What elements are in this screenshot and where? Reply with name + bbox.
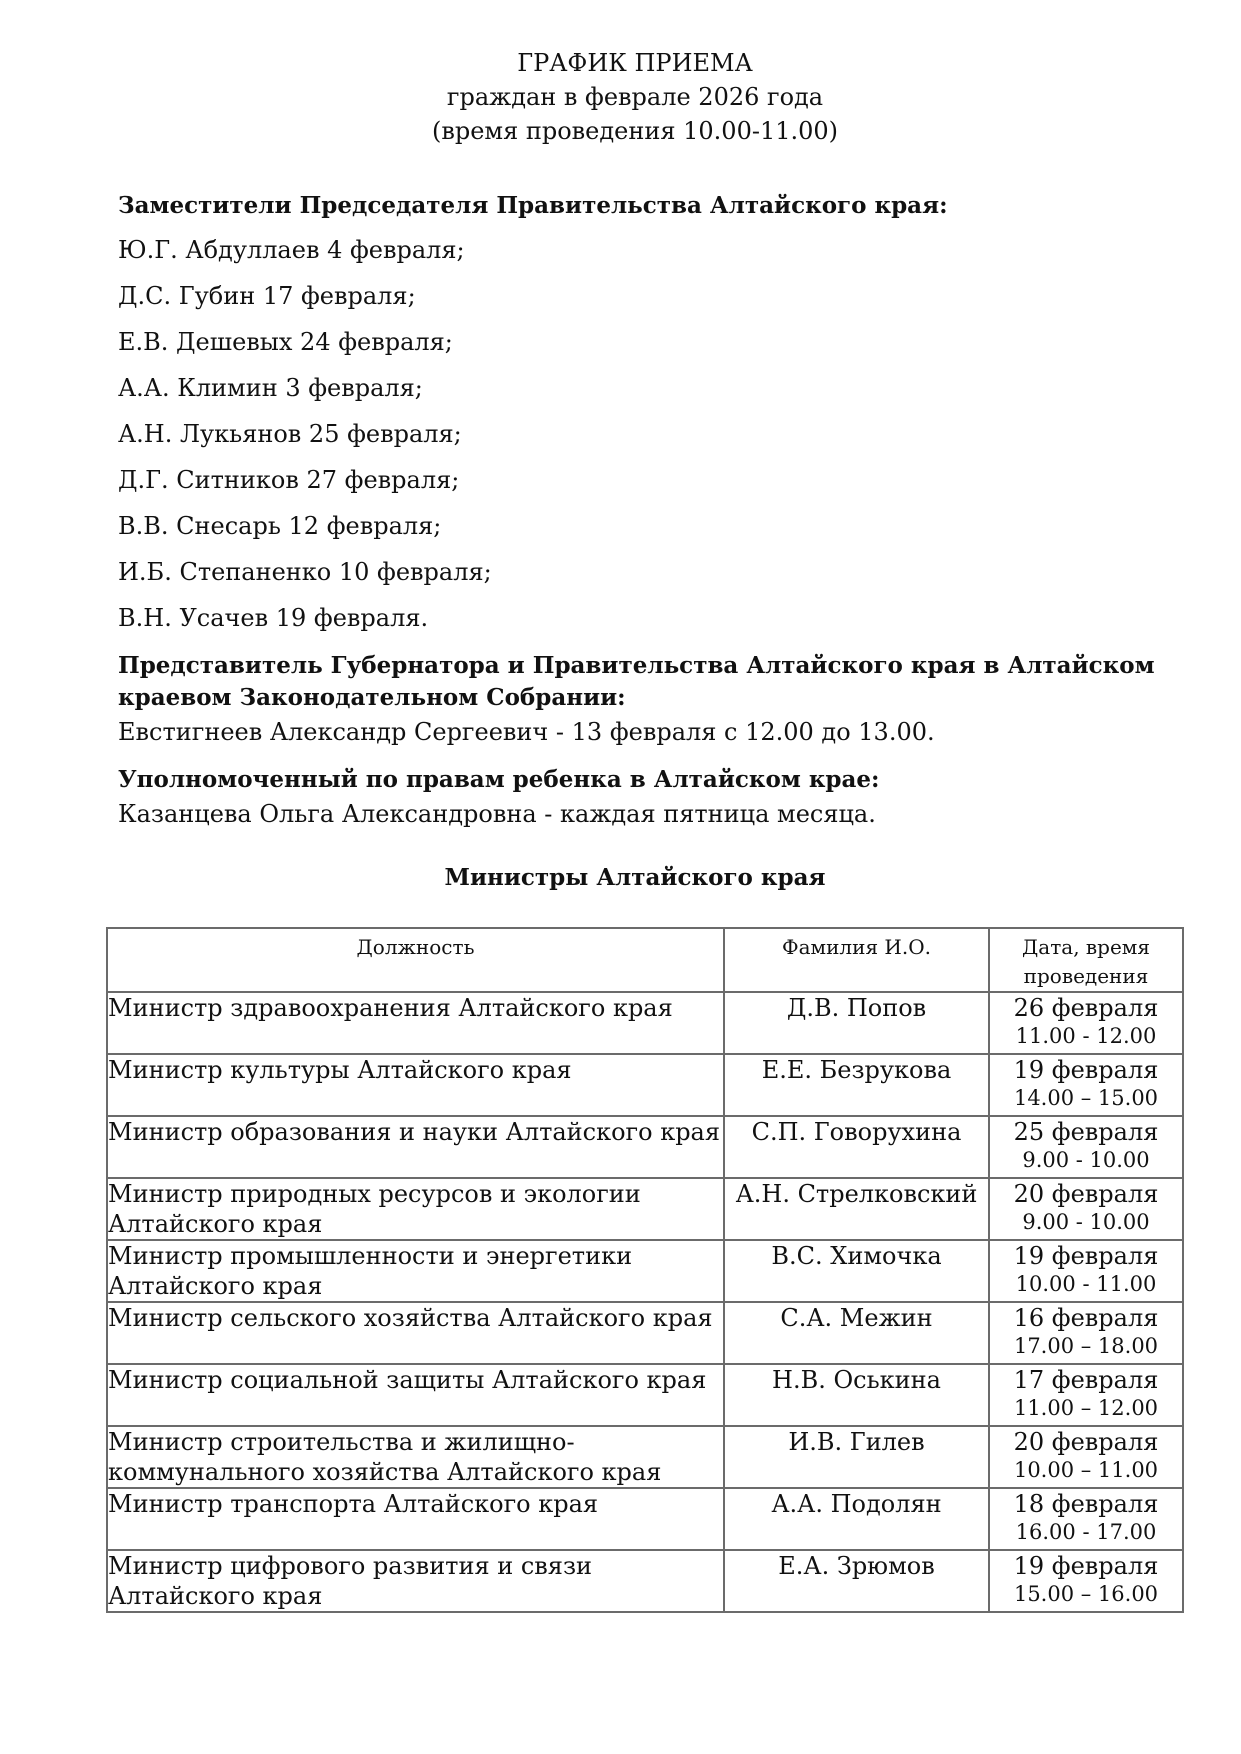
document-title: ГРАФИК ПРИЕМА bbox=[517, 49, 753, 77]
table-row bbox=[107, 992, 1183, 1054]
name-cell: Е.Е. Безрукова bbox=[724, 1054, 989, 1116]
table-row bbox=[107, 1054, 1183, 1116]
name-cell: Е.А. Зрюмов bbox=[724, 1550, 989, 1612]
time-value: 15.00 – 16.00 bbox=[1013, 1582, 1159, 1606]
position-cell: Министр цифрового развития и связи Алтайского края bbox=[107, 1550, 724, 1612]
deputy-item: В.Н. Усачев 19 февраля. bbox=[118, 604, 429, 632]
column-header-position: Должность bbox=[107, 928, 724, 992]
date-cell bbox=[989, 992, 1183, 1054]
time-value: 11.00 - 12.00 bbox=[1015, 1024, 1157, 1048]
date-value: 26 февраля bbox=[1013, 994, 1159, 1022]
time-value: 14.00 – 15.00 bbox=[1013, 1086, 1159, 1110]
name-cell: В.С. Химочка bbox=[724, 1240, 989, 1302]
table-row bbox=[107, 1240, 1183, 1302]
deputy-item: В.В. Снесарь 12 февраля; bbox=[118, 512, 442, 540]
name-cell: С.П. Говорухина bbox=[724, 1116, 989, 1178]
date-cell bbox=[989, 1364, 1183, 1426]
time-value: 11.00 – 12.00 bbox=[1013, 1396, 1159, 1420]
date-value: 16 февраля bbox=[1013, 1304, 1159, 1332]
position-cell: Министр культуры Алтайского края bbox=[107, 1054, 724, 1116]
date-value: 17 февраля bbox=[1013, 1366, 1159, 1394]
position-cell: Министр природных ресурсов и экологии Алтайского края bbox=[107, 1178, 724, 1240]
column-header-name: Фамилия И.О. bbox=[724, 928, 989, 992]
representative-heading-line1: Представитель Губернатора и Правительства Алтайского края в Алтайском bbox=[118, 652, 1155, 679]
ombudsman-heading: Уполномоченный по правам ребенка в Алтайском крае: bbox=[118, 766, 880, 793]
position-cell: Министр строительства и жилищно-коммунального хозяйства Алтайского края bbox=[107, 1426, 724, 1488]
document-subtitle: граждан в феврале 2026 года bbox=[446, 83, 824, 111]
deputy-item: И.Б. Степаненко 10 февраля; bbox=[118, 558, 492, 586]
position-cell: Министр здравоохранения Алтайского края bbox=[107, 992, 724, 1054]
table-row bbox=[107, 1488, 1183, 1550]
position-cell: Министр транспорта Алтайского края bbox=[107, 1488, 724, 1550]
time-value: 17.00 – 18.00 bbox=[1013, 1334, 1159, 1358]
date-value: 20 февраля bbox=[1013, 1428, 1159, 1456]
table-header-row bbox=[107, 928, 1183, 992]
representative-heading-line2: краевом Законодательном Собрании: bbox=[118, 684, 626, 711]
time-value: 9.00 - 10.00 bbox=[1022, 1148, 1150, 1172]
deputy-item: А.А. Климин 3 февраля; bbox=[118, 374, 423, 402]
position-cell: Министр образования и науки Алтайского края bbox=[107, 1116, 724, 1178]
ombudsman-text: Казанцева Ольга Александровна - каждая пятница месяца. bbox=[118, 800, 876, 828]
name-cell: А.Н. Стрелковский bbox=[724, 1178, 989, 1240]
name-cell: Н.В. Оськина bbox=[724, 1364, 989, 1426]
table-row bbox=[107, 1426, 1183, 1488]
date-cell bbox=[989, 1116, 1183, 1178]
date-value: 18 февраля bbox=[1013, 1490, 1159, 1518]
position-cell: Министр социальной защиты Алтайского края bbox=[107, 1364, 724, 1426]
table-row bbox=[107, 1302, 1183, 1364]
ministers-title: Министры Алтайского края bbox=[444, 864, 826, 891]
position-cell: Министр промышленности и энергетики Алтайского края bbox=[107, 1240, 724, 1302]
document-header bbox=[0, 46, 1241, 148]
deputy-item: Ю.Г. Абдуллаев 4 февраля; bbox=[118, 236, 465, 264]
table-row bbox=[107, 1364, 1183, 1426]
name-cell: С.А. Межин bbox=[724, 1302, 989, 1364]
date-cell bbox=[989, 1550, 1183, 1612]
deputy-item: Д.С. Губин 17 февраля; bbox=[118, 282, 416, 310]
name-cell: И.В. Гилев bbox=[724, 1426, 989, 1488]
time-value: 9.00 - 10.00 bbox=[1022, 1210, 1150, 1234]
name-cell: А.А. Подолян bbox=[724, 1488, 989, 1550]
position-cell: Министр сельского хозяйства Алтайского края bbox=[107, 1302, 724, 1364]
date-cell bbox=[989, 1240, 1183, 1302]
time-value: 16.00 - 17.00 bbox=[1015, 1520, 1157, 1544]
date-value: 19 февраля bbox=[1013, 1552, 1159, 1580]
column-header-date: Дата, время проведения bbox=[989, 928, 1183, 992]
deputy-item: Д.Г. Ситников 27 февраля; bbox=[118, 466, 460, 494]
time-value: 10.00 - 11.00 bbox=[1015, 1272, 1157, 1296]
date-value: 19 февраля bbox=[1013, 1242, 1159, 1270]
date-cell bbox=[989, 1488, 1183, 1550]
date-cell bbox=[989, 1054, 1183, 1116]
date-cell bbox=[989, 1178, 1183, 1240]
table-row bbox=[107, 1550, 1183, 1612]
time-note: (время проведения 10.00-11.00) bbox=[431, 117, 839, 145]
date-value: 25 февраля bbox=[1013, 1118, 1159, 1146]
deputy-item: А.Н. Лукьянов 25 февраля; bbox=[118, 420, 462, 448]
time-value: 10.00 – 11.00 bbox=[1013, 1458, 1159, 1482]
date-cell bbox=[989, 1302, 1183, 1364]
ministers-table bbox=[106, 927, 1184, 1613]
representative-text: Евстигнеев Александр Сергеевич - 13 февраля с 12.00 до 13.00. bbox=[118, 718, 935, 746]
table-row bbox=[107, 1116, 1183, 1178]
date-value: 19 февраля bbox=[1013, 1056, 1159, 1084]
deputy-item: Е.В. Дешевых 24 февраля; bbox=[118, 328, 453, 356]
table-row bbox=[107, 1178, 1183, 1240]
name-cell: Д.В. Попов bbox=[724, 992, 989, 1054]
date-cell bbox=[989, 1426, 1183, 1488]
date-value: 20 февраля bbox=[1013, 1180, 1159, 1208]
deputies-heading: Заместители Председателя Правительства Алтайского края: bbox=[118, 192, 948, 219]
